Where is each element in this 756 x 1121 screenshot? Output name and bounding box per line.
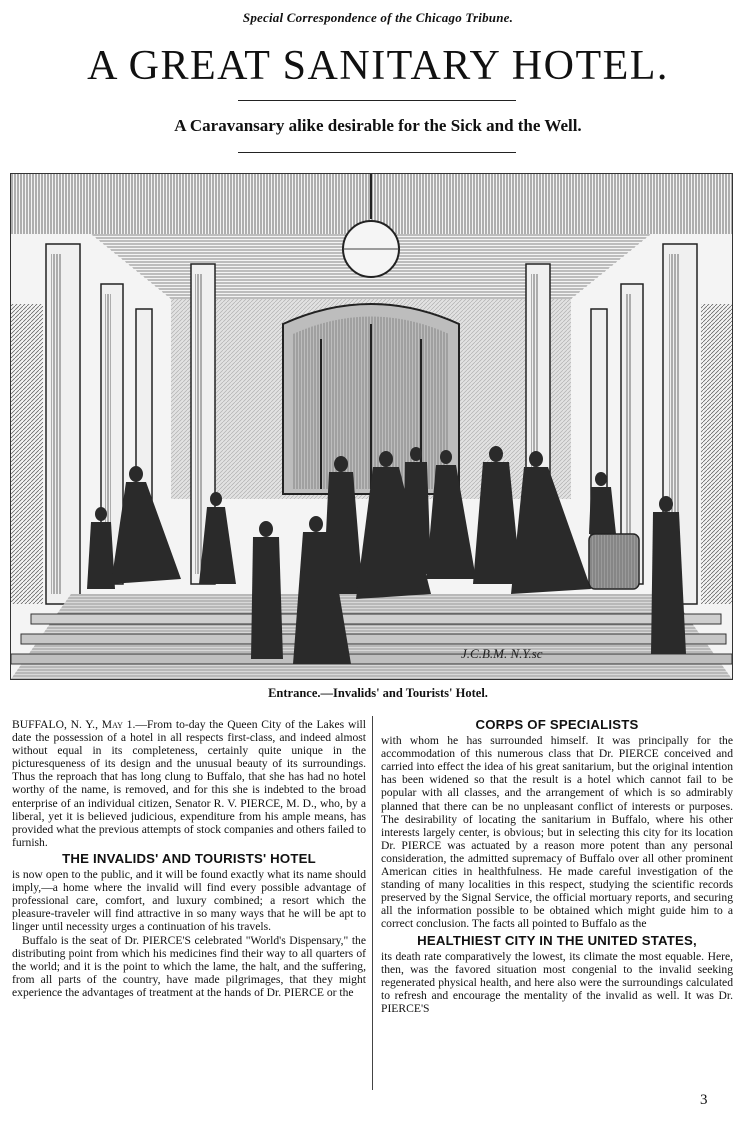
column-divider [372, 716, 373, 1090]
section-heading-healthiest-city: HEALTHIEST CITY IN THE UNITED STATES, [417, 932, 697, 948]
bottom-rule [238, 152, 516, 153]
article-column-right [381, 718, 733, 1015]
section-heading-specialists: CORPS OF SPECIALISTS [475, 717, 639, 732]
paragraph: is now open to the public, and it will be found exactly what its name should imply,—a home where the invalid will find every possible advantage of professional care, comfort, and luxury combined; a resort which the pleasure-traveler will find attractive in so many ways that he will be apt to linger until necessity urges a continuation of his travels. [12, 868, 366, 934]
section-heading-hotel: THE INVALIDS' AND TOURISTS' HOTEL [62, 850, 316, 866]
page-number: 3 [700, 1092, 708, 1108]
kicker-line: Special Correspondence of the Chicago Tribune. [242, 10, 514, 25]
hotel-entrance-engraving [10, 173, 733, 680]
article-column-left [12, 718, 366, 999]
illustration-caption: Entrance.—Invalids' and Tourists' Hotel. [268, 686, 488, 700]
paragraph: Buffalo is the seat of Dr. PIERCE'S celebrated "World's Dispensary," the distributing point from which his medicines find their way to all quarters of the world; and it is the point to which the lame, the halt, and the suffering, from all parts of the country, have made pilgrimages, that they might experience the advantages of treatment at the hands of Dr. PIERCE or the [12, 933, 366, 999]
top-rule [238, 100, 516, 101]
paragraph-opening [12, 718, 366, 849]
paragraph: its death rate comparatively the lowest, its climate the most equable. Here, then, was the favored situation most congenial to the invalid seeking regenerated physical health, and here also were the surroundings calculated to refresh and encourage the mentality of the invalid as well. It was Dr. PIERCE'S [381, 949, 733, 1015]
paragraph: with whom he has surrounded himself. It was principally for the accommodation of this numerous class that Dr. PIERCE conceived and carried into effect the idea of his great sanitarium, but the original intention has been widened so that the result is a hotel which cannot fail to be popular with all classes, and the arrangement of which is so admirably planned that there can be no unpleasant conflict of interests or purposes. The desirability of locating the sanitarium in Buffalo, where his other interests largely center, is obvious; but in selecting this city for its location Dr. PIERCE was actuated by a reason more potent than any personal consideration, the admitted supremacy of Buffalo over all other prominent American cities in healthfulness. He made careful investigation of the standing of many localities in this respect, studying the scientific records preserved by the Signal Service, the official mortuary reports, and securing all the information possible to be obtained which might guide him to a correct conclusion. The facts all pointed to Buffalo as the [381, 734, 733, 931]
front-steps [31, 614, 721, 624]
subheadline: A Caravansary alike desirable for the Sick and the Well. [174, 116, 582, 135]
paragraph-text: —From to-day the Queen City of the Lakes will date the possession of a hotel in all respects first-class, and indeed almost without equal in its completeness, certainly quite unique in the picturesqueness of its design and the unusual beauty of its surroundings. Thus the reproach that has long clung to Buffalo, that she has had no hotel worthy of the name, is removed, and for this she is indebted to the broad enterprise of an individual citizen, Senator R. V. PIERCE, M. D., who, by a liberal, yet it is believed judicious, expenditure from his ample means, has provided what the previous attempts of stock companies and others failed to furnish. [12, 718, 366, 849]
headline: A GREAT SANITARY HOTEL. [87, 43, 669, 89]
engraver-signature: J.C.B.M. N.Y.sc [461, 646, 543, 661]
dateline: BUFFALO, N. Y., May 1. [12, 718, 136, 731]
